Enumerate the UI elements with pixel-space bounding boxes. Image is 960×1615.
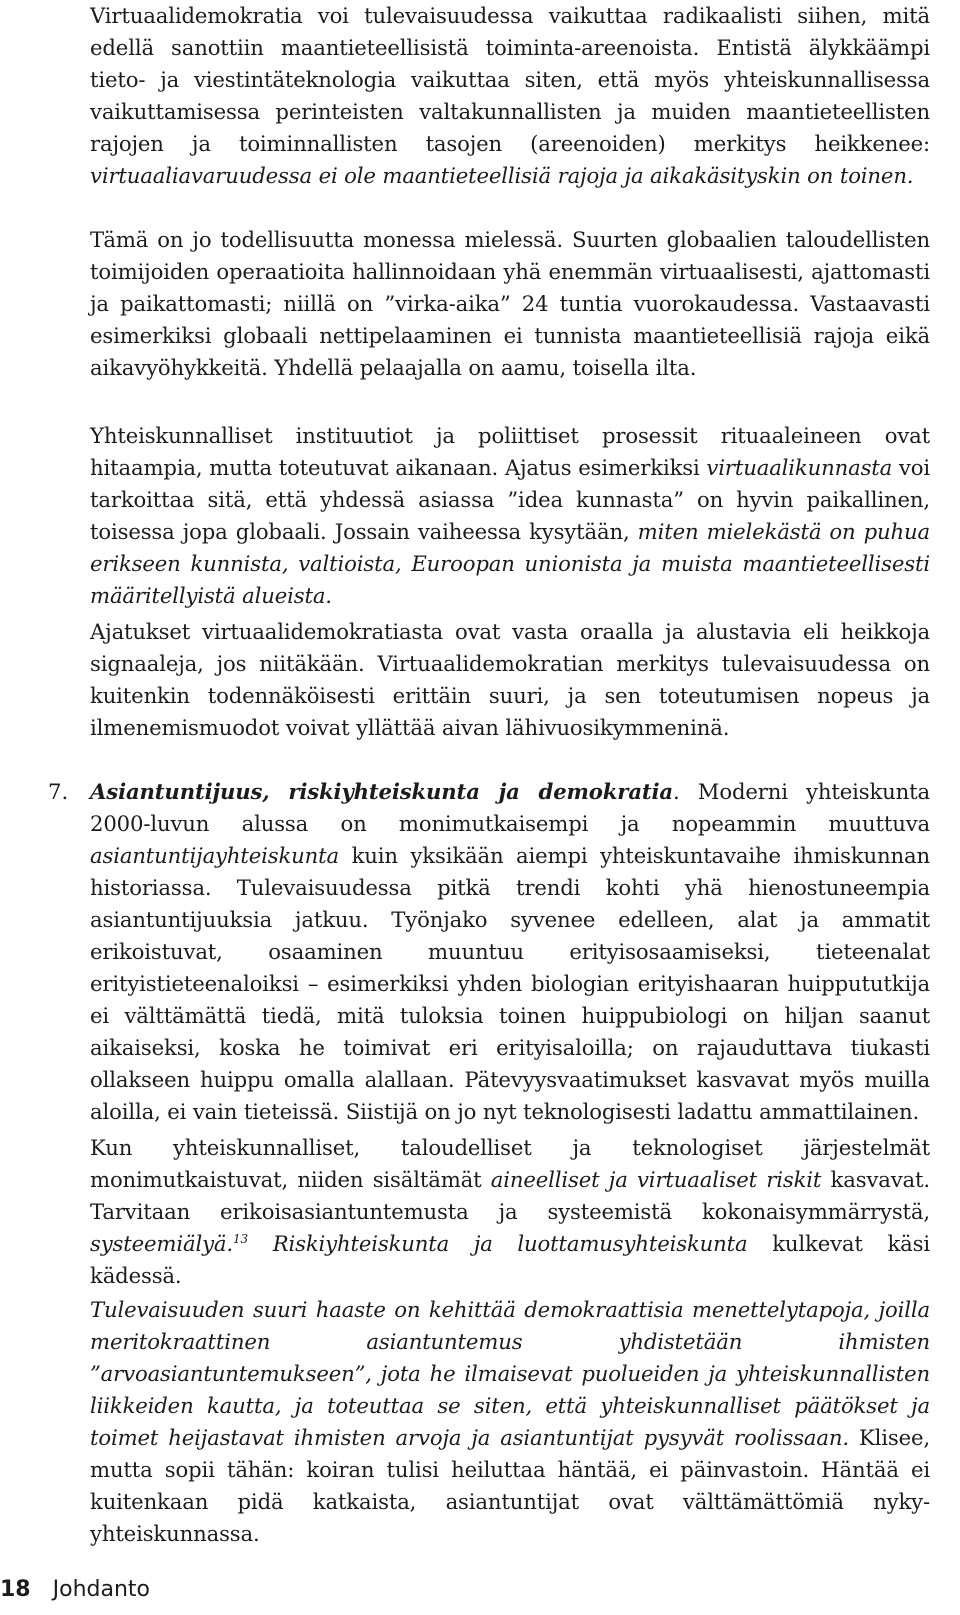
text-run: Kun yhteiskunnalliset, taloudelliset ja teknologiset järjestelmät monimutkaistuvat, niiden sisältämät xyxy=(90,1135,930,1192)
paragraph-democratic-challenge xyxy=(90,1294,930,1550)
italic-text-run: virtuaalikunnasta xyxy=(706,455,893,480)
italic-text-run: Riskiyhteiskunta ja luottamusyhteiskunta xyxy=(272,1231,748,1256)
text-run: Yhteiskunnalliset instituutiot ja poliittiset prosessit rituaaleineen ovat hitaampia, mutta toteutuvat aikanaan. Ajatus esimerkiksi xyxy=(90,423,930,480)
page-footer xyxy=(0,1574,150,1606)
text-run: Tämä on jo todellisuutta monessa mielessä. Suurten globaalien taloudellisten toimijoiden operaatioita hallinnoidaan yhä enemmän virtuaalisesti, ajattomasti ja paikattomasti; niillä on ”virka-aika” 24 tuntia vuorokaudessa. Vastaavasti esimerkiksi globaali nettipelaaminen ei tunnista maantieteellisiä rajoja eikä aikavyöhykkeitä. Yhdellä pelaajalla on aamu, toisella ilta. xyxy=(90,227,930,380)
text-run xyxy=(248,1231,273,1256)
paragraph-global-operations xyxy=(90,224,930,384)
paragraph-institutions xyxy=(90,420,930,612)
section-heading: Asiantuntijuus, riskiyhteiskunta ja demokratia xyxy=(90,779,674,804)
italic-text-run: asiantuntijayhteiskunta xyxy=(90,843,340,868)
list-number: 7. xyxy=(48,779,69,804)
paragraph-expertise xyxy=(90,776,930,1128)
footnote-reference: 13 xyxy=(232,1232,248,1246)
italic-text-run: aineelliset ja virtuaaliset riskit xyxy=(490,1167,822,1192)
section-name: Johdanto xyxy=(52,1577,150,1602)
paragraph-risks xyxy=(90,1132,930,1292)
text-run: kulkevat käsi kädessä. xyxy=(90,1231,930,1288)
text-run: kasvavat. Tarvitaan erikoisasiantuntemusta ja systeemistä kokonaisymmärrystä, xyxy=(90,1167,930,1224)
text-run: voi tarkoittaa sitä, että yhdessä asiassa ”idea kunnasta” on hyvin paikallinen, toisessa jopa globaali. Jossain vaiheessa kysytään, xyxy=(90,455,930,544)
italic-text-run: systeemiälyä. xyxy=(90,1231,233,1256)
text-run: kuin yksikään aiempi yhteiskuntavaihe ihmiskunnan historiassa. Tulevaisuudessa pitkä trendi kohti yhä hienostuneempia asiantuntijuuksia jatkuu. Työnjako syvenee edelleen, alat ja ammatit erikoistuvat, osaaminen muuntuu erityisosaamiseksi, tieteenalat erityistieteenaloiksi – esimerkiksi yhden biologian erityishaaran huippututkija ei välttämättä tiedä, mitä tuloksia toinen huippubiologi on hiljan saanut aikaiseksi, koska he toimivat eri erityisaloilla; on rajauduttava tiukasti ollakseen huippu omalla alallaan. Pätevyysvaatimukset kasvavat myös muilla aloilla, ei vain tieteissä. Siistijä on jo nyt teknologisesti ladattu ammattilainen. xyxy=(90,843,930,1124)
page-number: 18 xyxy=(0,1577,31,1602)
text-run: Ajatukset virtuaalidemokratiasta ovat vasta oraalla ja alustavia eli heikkoja signaaleja, jos niitäkään. Virtuaalidemokratian merkitys tulevaisuudessa on kuitenkin todennäköisesti erittäin suuri, ja sen toteutumisen nopeus ja ilmenemismuodot voivat yllättää aivan lähivuosikymmeninä. xyxy=(90,619,930,740)
text-run: . Moderni yhteiskunta 2000-luvun alussa on monimutkaisempi ja nopeammin muuttuva xyxy=(90,779,930,836)
paragraph-virtual-democracy xyxy=(90,0,930,192)
italic-text-run: miten mielekästä on puhua erikseen kunnista, valtioista, Euroopan unionista ja muista maantieteellisesti määritellyistä alueista. xyxy=(90,519,931,608)
paragraph-weak-signals xyxy=(90,616,930,744)
text-run: Klisee, mutta sopii tähän: koiran tulisi heiluttaa häntää, ei päinvastoin. Häntää ei kuitenkaan pidä katkaista, asiantuntijat ovat välttämättömiä nyky-yhteiskunnassa. xyxy=(90,1425,930,1546)
italic-text-run: virtuaaliavaruudessa ei ole maantieteellisiä rajoja ja aikakäsityskin on toinen. xyxy=(90,163,914,188)
text-run: Virtuaalidemokratia voi tulevaisuudessa vaikuttaa radikaalisti siihen, mitä edellä sanottiin maantieteellisistä toiminta-areenoista. Entistä älykkäämpi tieto- ja viestintäteknologia vaikuttaa siten, että myös yhteiskunnallisessa vaikuttamisessa perinteisten valtakunnallisten ja muiden maantieteellisten rajojen ja toiminnallisten tasojen (areenoiden) merkitys heikkenee: xyxy=(90,3,930,156)
italic-text-run: Tulevaisuuden suuri haaste on kehittää demokraattisia menettelytapoja, joilla meritokraattinen asiantuntemus yhdistetään ihmisten ”arvoasiantuntemukseen”, jota he ilmaisevat puolueiden ja yhteiskunnallisten liikkeiden kautta, ja toteuttaa se siten, että yhteiskunnalliset päätökset ja toimet heijastavat ihmisten arvoja ja asiantuntijat pysyvät roolissaan. xyxy=(90,1297,930,1450)
